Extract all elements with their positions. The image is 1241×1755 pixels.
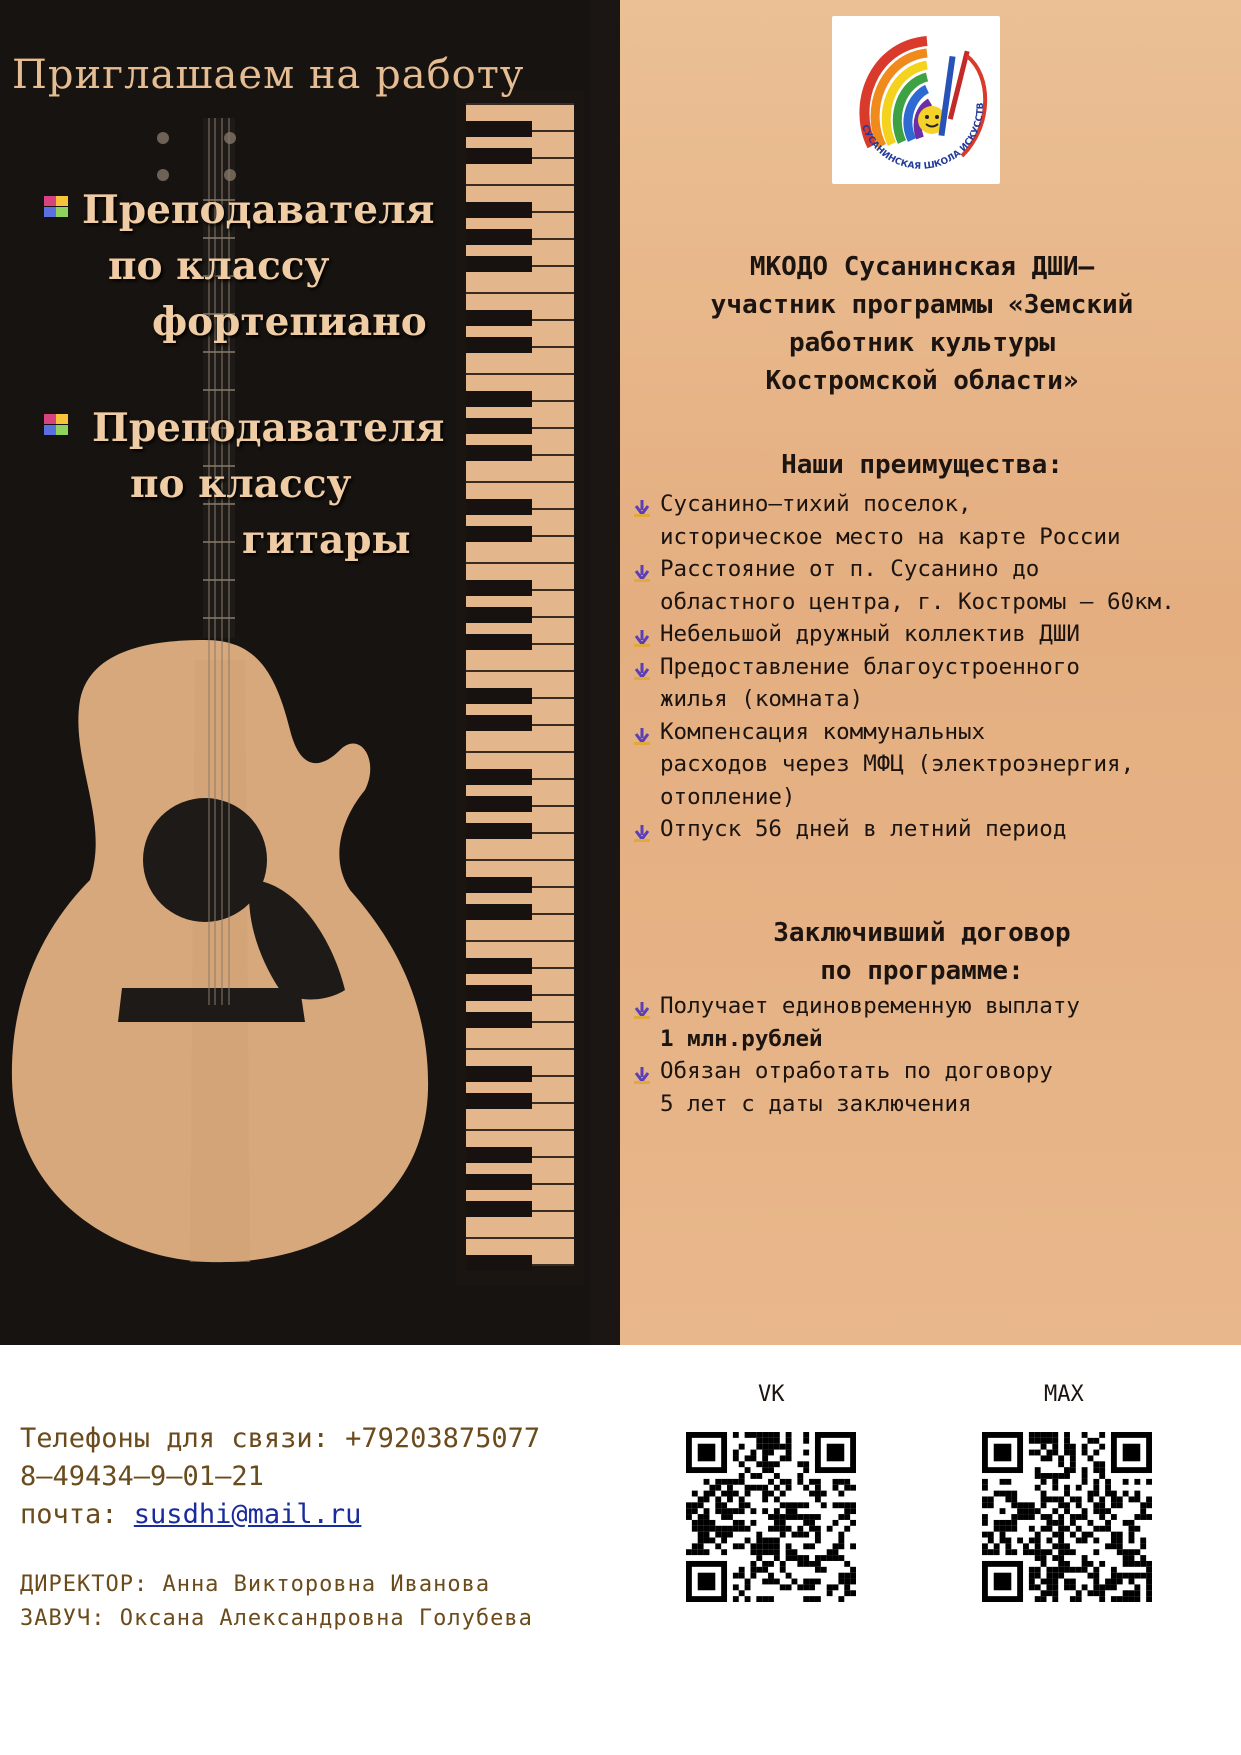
contract-list <box>634 990 1080 1120</box>
advantage-text: Расстояние от п. Сусанино до <box>660 556 1040 582</box>
vacancy-piano-line3: фортепиано <box>152 299 427 345</box>
arrow-bullet-icon <box>634 723 650 741</box>
square-bullet-icon <box>44 196 74 222</box>
advantage-text: Предоставление благоустроенного <box>660 653 1080 680</box>
email-line <box>20 1496 540 1534</box>
logo-ring-text: СУСАНИНСКАЯ ШКОЛА ИСКУССТВ <box>859 102 986 172</box>
contract-title-line: по программе: <box>820 956 1024 986</box>
contract-title <box>662 914 1182 990</box>
org-line: Костромской области» <box>765 366 1079 396</box>
arrow-bullet-icon <box>634 997 650 1015</box>
qr-code-max[interactable] <box>982 1432 1152 1602</box>
qr-label-vk: VK <box>758 1382 785 1407</box>
vacancy-piano-line2: по классу <box>108 243 330 289</box>
advantages-title: Наши преимущества: <box>781 450 1063 480</box>
headline: Приглашаем на работу <box>12 52 525 98</box>
advantage-text: Сусанино–тихий поселок, <box>660 491 972 517</box>
advantages-list <box>634 488 1175 846</box>
advantage-text: отопление) <box>660 783 796 810</box>
square-bullet-icon <box>44 414 74 440</box>
advantage-text: Небельшой дружный коллектив ДШИ <box>660 621 1080 647</box>
arrow-bullet-icon <box>634 1062 650 1080</box>
org-line: участник программы «Земский <box>710 290 1134 320</box>
advantage-text: Компенсация коммунальных <box>660 718 986 745</box>
arrow-bullet-icon <box>634 820 650 838</box>
phones-line: Телефоны для связи: +79203875077 <box>20 1423 541 1454</box>
arrow-bullet-icon <box>634 625 650 643</box>
advantage-text: историческое место на карте России <box>660 523 1121 550</box>
vacancy-piano-line1: Преподавателя <box>82 187 435 233</box>
phone2-line: 8–49434–9–01–21 <box>20 1461 264 1492</box>
arrow-bullet-icon <box>634 495 650 513</box>
advantage-text: Отпуск 56 дней в летний период <box>660 816 1067 842</box>
advantage-text: областного центра, г. Костромы – 60км. <box>660 588 1175 615</box>
staff-block <box>20 1568 533 1636</box>
org-line: МКОДО Сусанинская ДШИ– <box>749 252 1095 282</box>
vacancy-guitar-line3: гитары <box>242 517 411 563</box>
email-label: почта: <box>20 1499 134 1530</box>
contract-text: 5 лет с даты заключения <box>660 1090 972 1117</box>
org-line: работник культуры <box>788 328 1056 358</box>
director-line: ДИРЕКТОР: Анна Викторовна Иванова <box>20 1572 491 1597</box>
qr-label-max: MAX <box>1044 1382 1084 1407</box>
arrow-bullet-icon <box>634 658 650 676</box>
advantage-text: жилья (комната) <box>660 686 864 712</box>
vacancy-guitar-line1: Преподавателя <box>92 405 445 451</box>
contract-text: 1 млн.рублей <box>660 1025 823 1052</box>
deputy-line: ЗАВУЧ: Оксана Александровна Голубева <box>20 1606 533 1631</box>
contract-text: Обязан отработать по договору <box>660 1058 1053 1084</box>
contract-title-line: Заключивший договор <box>773 918 1071 948</box>
qr-code-vk[interactable] <box>686 1432 856 1602</box>
organization-block <box>662 248 1182 400</box>
contract-text: Получает единовременную выплату <box>660 993 1080 1019</box>
school-logo <box>832 16 1000 184</box>
vacancy-guitar-line2: по классу <box>130 461 352 507</box>
arrow-bullet-icon <box>634 560 650 578</box>
email-link[interactable]: susdhi@mail.ru <box>133 1499 362 1530</box>
contacts-block <box>20 1420 540 1534</box>
advantage-text: расходов через МФЦ (электроэнергия, <box>660 751 1135 777</box>
